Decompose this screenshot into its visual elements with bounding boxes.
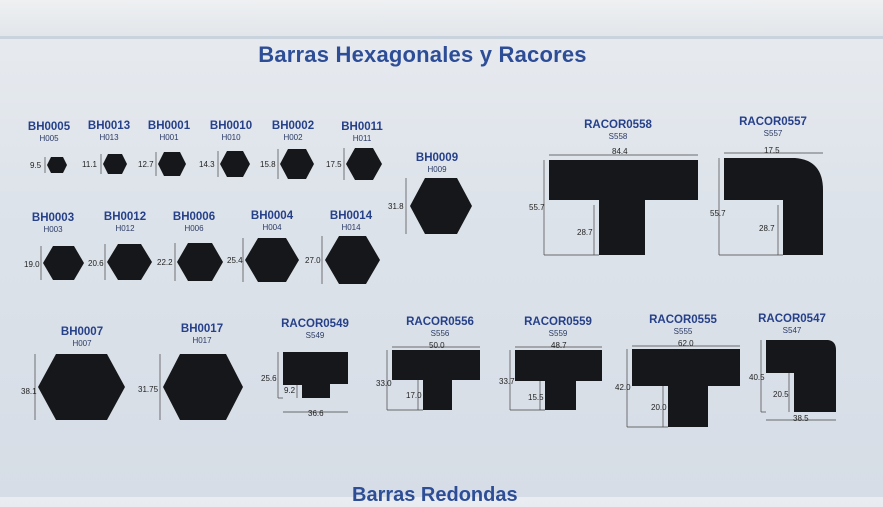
hex-bh0001 xyxy=(158,152,186,176)
item-bh0007 xyxy=(27,326,137,349)
next-section-title: Barras Redondas xyxy=(352,484,518,506)
hex-bh0010 xyxy=(220,151,250,177)
item-subcode: S549 xyxy=(305,331,325,340)
item-subcode: S555 xyxy=(673,327,693,336)
item-subcode: H017 xyxy=(192,336,212,345)
hex-bh0004 xyxy=(245,238,299,282)
dim-racor0547-width: 38.5 xyxy=(793,414,809,423)
item-subcode: H005 xyxy=(39,134,59,143)
item-racor0557 xyxy=(718,116,828,139)
item-subcode: H006 xyxy=(184,224,204,233)
hex-bh0017 xyxy=(163,354,243,420)
dim-racor0558-height: 55.7 xyxy=(529,203,545,212)
item-racor0556 xyxy=(385,316,495,339)
dim-racor0559-stem: 15.5 xyxy=(528,393,544,402)
item-code: BH0011 xyxy=(341,121,383,133)
item-bh0011 xyxy=(307,121,417,144)
item-code: RACOR0558 xyxy=(584,119,652,131)
dim-racor0549-width: 36.6 xyxy=(308,409,324,418)
item-code: BH0004 xyxy=(250,210,294,222)
dim-bh0001: 12.7 xyxy=(138,160,154,169)
dim-bh0009: 31.8 xyxy=(388,202,404,211)
profile-racor0558 xyxy=(549,160,698,255)
item-code: BH0006 xyxy=(172,211,216,223)
profile-racor0557 xyxy=(724,158,823,255)
hex-bh0005 xyxy=(47,157,67,173)
profile-racor0547 xyxy=(766,340,836,412)
dim-racor0556-width: 50.0 xyxy=(429,341,445,350)
hex-bh0013 xyxy=(103,154,127,174)
dim-racor0556-stem: 17.0 xyxy=(406,391,422,400)
item-code: RACOR0557 xyxy=(739,116,807,128)
item-racor0558 xyxy=(563,119,673,142)
item-code: BH0003 xyxy=(31,212,75,224)
dim-racor0547-stem: 20.5 xyxy=(773,390,789,399)
item-code: BH0001 xyxy=(147,120,191,132)
item-subcode: H013 xyxy=(99,133,119,142)
item-code: BH0002 xyxy=(271,120,315,132)
item-code: BH0013 xyxy=(87,120,131,132)
item-bh0014 xyxy=(296,210,406,233)
dim-racor0555-stem: 20.0 xyxy=(651,403,667,412)
dim-bh0017: 31.75 xyxy=(138,385,159,394)
profile-racor0556 xyxy=(392,350,480,410)
item-subcode: S556 xyxy=(430,329,450,338)
hex-bh0003 xyxy=(43,246,84,280)
dim-racor0549-height: 25.6 xyxy=(261,374,277,383)
dim-racor0559-height: 33.7 xyxy=(499,377,515,386)
hex-bh0011 xyxy=(346,148,382,180)
dim-bh0005: 9.5 xyxy=(30,161,42,170)
dim-bh0013: 11.1 xyxy=(82,160,97,169)
dim-racor0556-height: 33.0 xyxy=(376,379,392,388)
item-subcode: H007 xyxy=(72,339,92,348)
item-subcode: H001 xyxy=(159,133,179,142)
dim-bh0006: 22.2 xyxy=(157,258,173,267)
dim-racor0558-stem: 28.7 xyxy=(577,228,593,237)
item-subcode: S559 xyxy=(548,329,568,338)
item-code: BH0010 xyxy=(209,120,253,132)
hex-bh0014 xyxy=(325,236,380,284)
item-subcode: H012 xyxy=(115,224,135,233)
dim-racor0557-stem: 28.7 xyxy=(759,224,775,233)
dim-racor0555-height: 42.0 xyxy=(615,383,631,392)
item-code: RACOR0555 xyxy=(649,314,717,326)
dim-bh0002: 15.8 xyxy=(260,160,276,169)
item-code: BH0009 xyxy=(415,152,459,164)
dim-bh0010: 14.3 xyxy=(199,160,215,169)
dim-bh0007: 38.1 xyxy=(21,387,37,396)
item-racor0549 xyxy=(260,318,370,341)
item-code: RACOR0547 xyxy=(758,313,826,325)
item-code: BH0007 xyxy=(60,326,104,338)
dim-bh0012: 20.6 xyxy=(88,259,104,268)
item-subcode: H004 xyxy=(262,223,282,232)
hex-bh0002 xyxy=(280,149,314,179)
item-bh0009 xyxy=(382,152,492,175)
page-title: Barras Hexagonales y Racores xyxy=(258,42,587,67)
dim-racor0557-height: 55.7 xyxy=(710,209,726,218)
item-racor0555 xyxy=(628,314,738,337)
item-code: RACOR0559 xyxy=(524,316,592,328)
item-subcode: S557 xyxy=(763,129,783,138)
dim-racor0558-width: 84.4 xyxy=(612,147,628,156)
item-bh0017 xyxy=(147,323,257,346)
dim-bh0011: 17.5 xyxy=(326,160,342,169)
item-racor0559 xyxy=(503,316,613,339)
item-subcode: H010 xyxy=(221,133,241,142)
item-code: RACOR0549 xyxy=(281,318,349,330)
dim-bh0004: 25.4 xyxy=(227,256,243,265)
hex-bh0009 xyxy=(410,178,472,234)
item-code: BH0017 xyxy=(180,323,224,335)
hex-bh0007 xyxy=(38,354,125,420)
item-subcode: S547 xyxy=(782,326,802,335)
item-subcode: S558 xyxy=(608,132,628,141)
item-code: BH0014 xyxy=(329,210,373,222)
item-code: BH0005 xyxy=(27,121,71,133)
dim-racor0557-width: 17.5 xyxy=(764,146,780,155)
item-subcode: H003 xyxy=(43,225,63,234)
dim-racor0549-stem: 9.2 xyxy=(284,386,296,395)
dim-bh0014: 27.0 xyxy=(305,256,321,265)
item-subcode: H009 xyxy=(427,165,447,174)
dim-racor0555-width: 62.0 xyxy=(678,339,694,348)
item-code: BH0012 xyxy=(103,211,147,223)
dim-racor0559-width: 48.7 xyxy=(551,341,567,350)
hex-bh0012 xyxy=(107,244,152,280)
dim-bh0003: 19.0 xyxy=(24,260,40,269)
item-subcode: H014 xyxy=(341,223,361,232)
item-code: RACOR0556 xyxy=(406,316,474,328)
dim-racor0547-height: 40.5 xyxy=(749,373,765,382)
item-subcode: H002 xyxy=(283,133,303,142)
item-racor0547 xyxy=(737,313,847,336)
item-subcode: H011 xyxy=(352,134,372,143)
profile-racor0555 xyxy=(632,349,740,427)
hex-bh0006 xyxy=(177,243,223,281)
